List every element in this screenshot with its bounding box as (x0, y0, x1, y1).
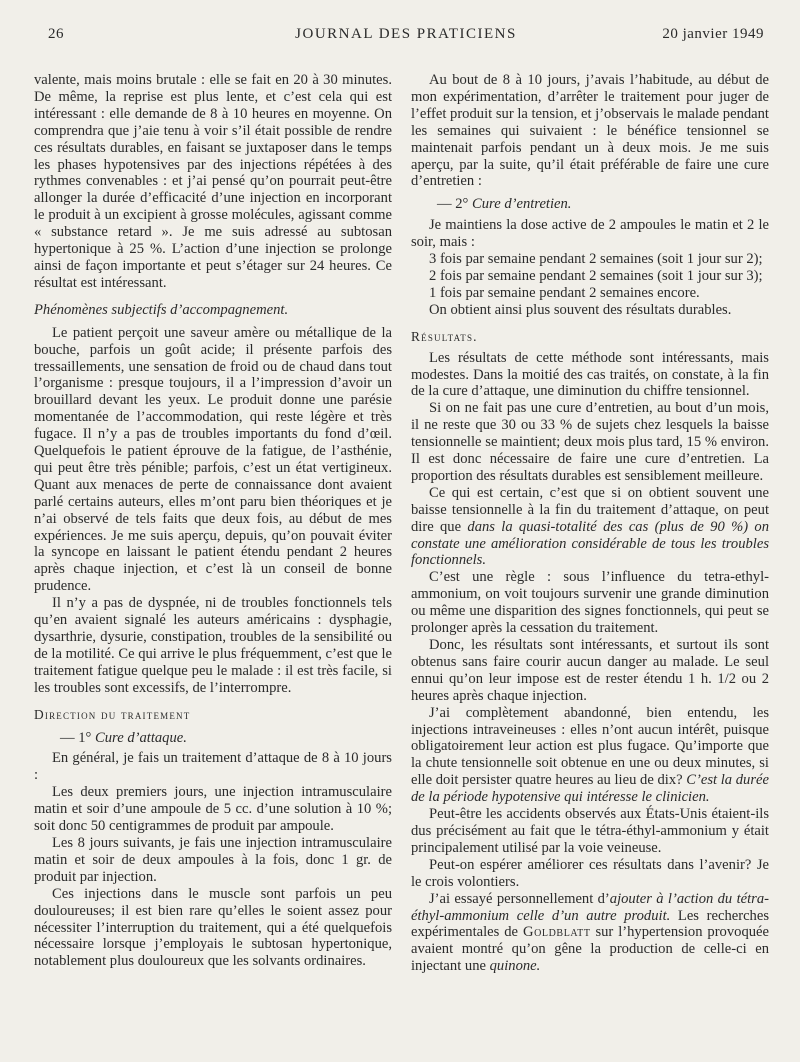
list-item: 1 fois par semaine pendant 2 semaines encore. (429, 284, 700, 301)
paragraph: C’est une règle : sous l’influence du tetra-ethyl-ammonium, on voit toujours survenir une grande diminution ou même une disparition des signes fonctionnels, qui peut se prolonger après la cessation du traitement. (411, 569, 769, 637)
text-run: J’ai essayé personnellement d’ (429, 890, 610, 907)
running-head (48, 26, 764, 48)
paragraph: Le patient perçoit une saveur amère ou métallique de la bouche, parfois un goût acide; il présente parfois des tressaillements, une sensation de froid ou de chaud dans tout l’organisme : presque toujours, il a l’impression d’avoir un brouillard devant les yeux. Le produit donne une parésie momentanée de l’accommodation, qui reste légère et très fugace. Il n’y a pas de troubles importants du fond d’œil. Quelquefois le patient éprouve de la fatigue, de l’asthénie, qui peut être très pénible; parfois, c’est un état vertigineux. Quant aux menaces de perte de connaissance dont avaient parlé certains auteurs, elles m’ont paru bien théoriques et je n’ai observé de tels faits que deux fois, au début de mes expériences. Je me suis aperçu, depuis, qu’on pouvait éviter la syncope en laissant le patient étendu pendant 2 heures après chaque injection, et c’est là un conseil de bonne prudence. (34, 324, 392, 595)
subheading-label: Cure d’entretien. (472, 196, 572, 213)
section-heading-phenomenes: Phénomènes subjectifs d’accompagnement. (34, 301, 289, 318)
paragraph: Peut-être les accidents observés aux États-Unis étaient-ils dus précisément au fait que le tétra-éthyl-ammonium y était principalement utilisé par la voie veineuse. (411, 806, 769, 856)
text-run: Ce qui est certain, c’est que si on obtient souvent une baisse tensionnelle à la fin du traitement d’attaque, on peut dire que (411, 484, 769, 535)
text-run: Les recherches expérimentales de (411, 907, 770, 941)
emphasis-run: ajouter à l’action du tétra-éthyl-ammonium celle d’un autre produit. (411, 890, 769, 924)
subheading-label: Cure d’attaque. (95, 729, 187, 746)
left-column (34, 72, 392, 970)
paragraph: Donc, les résultats sont intéressants, et surtout ils sont obtenus sans faire courir aucun danger au malade. Le seul ennui qu’on leur impose est de rester étendu 1 h. 1/2 ou 2 heures après chaque injection. (411, 637, 769, 704)
paragraph: On obtient ainsi plus souvent des résultats durables. (429, 301, 732, 318)
subheading-number: — 1° (60, 729, 96, 746)
list-item: 3 fois par semaine pendant 2 semaines (soit 1 jour sur 2); (429, 251, 763, 268)
paragraph: Les 8 jours suivants, je fais une injection intramusculaire matin et soir de deux ampoules à la fois, donc 1 gr. de produit par injection. (34, 834, 392, 885)
text-run: J’ai complètement abandonné, bien entendu, les injections intraveineuses : elles n’ont aucun intérêt, puisque obligatoirement leur action est plus fugace. Qu’importe que la chute tensionnelle soit obtenue en une ou deux minutes, si elle doit persister quatre heures au lieu de dix? (411, 704, 769, 789)
section-heading-direction: Direction du traitement (34, 706, 191, 722)
paragraph: Il n’y a pas de dyspnée, ni de troubles fonctionnels tels qu’en avaient signalé les auteurs américains : dysphagie, dysarthrie, dysurie, constipation, troubles de la sensibilité ou de la motilité. Ce qui arrive le plus fréquemment, c’est que le traitement fatigue quelque peu le malade : il est très facile, si les troubles sont excessifs, de l’interrompre. (34, 595, 392, 696)
paragraph: En général, je fais un traitement d’attaque de 8 à 10 jours : (34, 750, 392, 784)
paragraph (411, 891, 769, 976)
emphasis-run: quinone. (489, 958, 541, 975)
paragraph: valente, mais moins brutale : elle se fait en 20 à 30 minutes. De même, la reprise est plus lente, et c’est cela qui est intéressant : elle demande de 8 à 10 heures en moyenne. On comprendra que j’aie tenu à voir s’il était possible de rendre ces résultats durables, en faisant se juxtaposer dans le temps les phases hypotensives par des injections répétées à des rythmes convenables : et j’ai pensé qu’on pourrait peut-être allonger la durée d’efficacité d’une injection en incorporant le produit à un excipient à grosse molécules, agissant comme « substance retard ». Je me suis adressé au subtosan hypertonique à 25 %. L’action d’une injection se prolonge ainsi de façon importante et peut s’étager sur 24 heures. Ce résultat est intéressant. (34, 72, 392, 291)
subheading-cure-entretien (411, 196, 769, 213)
subheading-cure-attaque (34, 730, 392, 747)
emphasis-run: C’est la durée de la période hypotensive qui intéresse le clinicien. (411, 772, 769, 806)
right-column (411, 72, 769, 975)
paragraph: Je maintiens la dose active de 2 ampoules le matin et 2 le soir, mais : (411, 217, 769, 251)
paragraph: Au bout de 8 à 10 jours, j’avais l’habitude, au début de mon expérimentation, d’arrêter le traitement pour juger de l’effet produit sur la tension, et j’observais le malade pendant les semaines qui suivaient : le bénéfice tensionnel se maintenait parfois pendant un à deux mois. Je me suis aperçu, par la suite, qu’il était préférable de faire une cure d’entretien : (411, 72, 769, 190)
paragraph: Ces injections dans le muscle sont parfois un peu douloureuses; il est bien rare qu’elles le soient assez pour nécessiter l’interruption du traitement, qui a été quelquefois nécessaire lorsque j’employais le subtosan hypertonique, notablement plus douloureux que les solvants ordinaires. (34, 885, 392, 970)
page-number: 26 (48, 26, 64, 42)
paragraph: Les résultats de cette méthode sont intéressants, mais modestes. Dans la moitié des cas traités, on constate, à la fin de la cure d’attaque, une diminution du chiffre tensionnel. (411, 349, 769, 400)
issue-date: 20 janvier 1949 (662, 26, 764, 42)
list-item: 2 fois par semaine pendant 2 semaines (soit 1 jour sur 3); (429, 267, 763, 284)
paragraph (411, 485, 769, 570)
emphasis-run: dans la quasi-totalité des cas (plus de 90 %) on constate une amélioration considérable de tous les troubles fonctionnels. (411, 518, 769, 569)
paragraph: Les deux premiers jours, une injection intramusculaire matin et soir d’une ampoule de 5 cc. d’une solution à 10 %; soit donc 50 centigrammes de produit par ampoule. (34, 784, 392, 835)
paragraph: Peut-on espérer améliorer ces résultats dans l’avenir? Je le crois volontiers. (411, 856, 769, 890)
journal-title: JOURNAL DES PRATICIENS (295, 26, 517, 42)
text-run: sur l’hypertension provoquée avaient montré qu’on gêne la production de celle-ci en injectant une (411, 924, 770, 975)
paragraph (411, 705, 769, 806)
author-name: Goldblatt (522, 924, 591, 941)
section-heading-resultats: Résultats. (411, 328, 478, 344)
subheading-number: — 2° (437, 196, 473, 213)
paragraph: Si on ne fait pas une cure d’entretien, au bout d’un mois, il ne reste que 30 ou 33 % de sujets chez lesquels la baisse tensionnelle se maintient; deux mois plus tard, 15 % environ. Il est donc nécessaire de faire une cure d’entretien. La proportion des résultats durables est sensiblement meilleure. (411, 400, 769, 484)
